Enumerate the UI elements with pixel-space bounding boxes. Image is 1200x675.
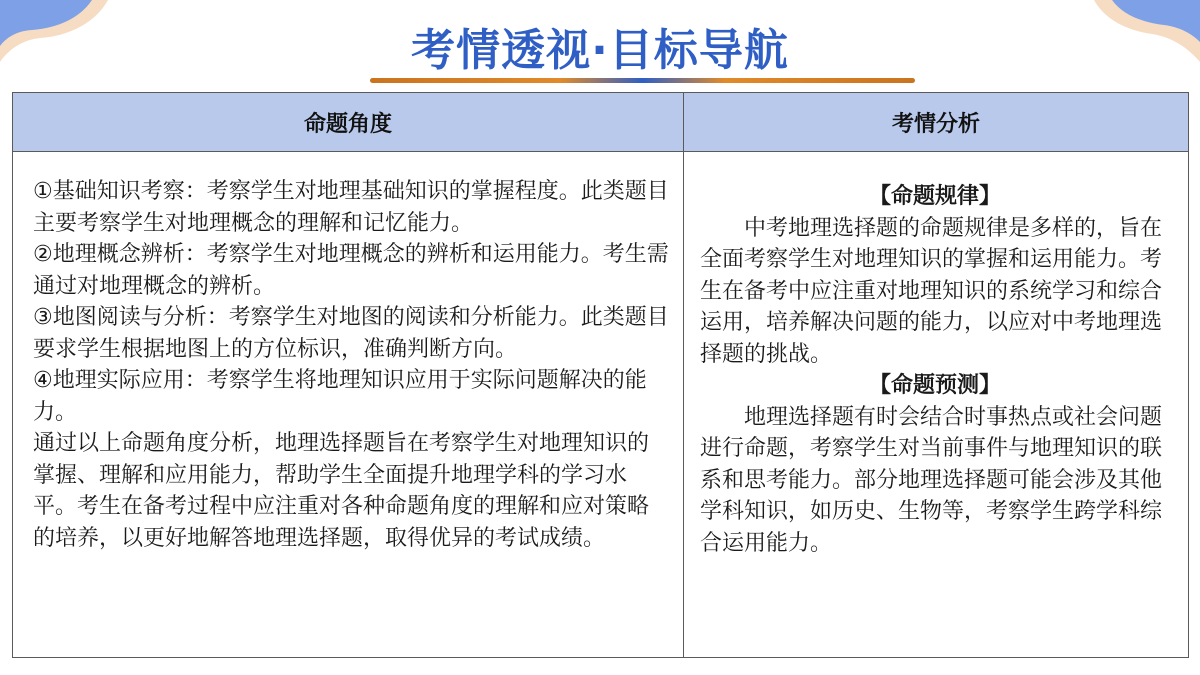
page-title: 考情透视·目标导航 (411, 25, 789, 76)
table-body-row (13, 152, 1189, 658)
rule-text: 中考地理选择题的命题规律是多样的，旨在全面考察学生对地理知识的掌握和运用能力。考生在备考中应注重对地理知识的系统学习和综合运用，培养解决问题的能力，以应对中考地理选择题的挑战。 (700, 215, 1163, 367)
question-angle-cell (13, 152, 684, 658)
header-question-angle: 命题角度 (13, 93, 684, 152)
table-header-row (13, 93, 1189, 152)
rule-heading: 【命题规律】 (868, 184, 1001, 209)
header-exam-analysis: 考情分析 (684, 93, 1189, 152)
forecast-heading: 【命题预测】 (868, 373, 1001, 398)
title-underline (370, 78, 915, 83)
angle-item-2: ②地理概念辨析：考察学生对地理概念的辨析和运用能力。考生需通过对地理概念的辨析。 (33, 242, 669, 299)
angle-item-3: ③地图阅读与分析：考察学生对地图的阅读和分析能力。此类题目要求学生根据地图上的方位标识，准确判断方向。 (33, 305, 669, 362)
forecast-text: 地理选择题有时会结合时事热点或社会问题进行命题，考察学生对当前事件与地理知识的联系和思考能力。部分地理选择题可能会涉及其他学科知识，如历史、生物等，考察学生跨学科综合运用能力。 (700, 404, 1163, 556)
exam-analysis-cell (684, 152, 1189, 658)
exam-analysis-table (12, 92, 1189, 658)
angle-item-4: ④地理实际应用：考察学生将地理知识应用于实际问题解决的能力。 (33, 368, 647, 425)
angle-summary: 通过以上命题角度分析，地理选择题旨在考察学生对地理知识的掌握、理解和应用能力，帮助学生全面提升地理学科的学习水平。考生在备考过程中应注重对各种命题角度的理解和应对策略的培养，以更好地解答地理选择题，取得优异的考试成绩。 (33, 431, 650, 551)
angle-item-1: ①基础知识考察：考察学生对地理基础知识的掌握程度。此类题目主要考察学生对地理概念的理解和记忆能力。 (33, 179, 669, 236)
